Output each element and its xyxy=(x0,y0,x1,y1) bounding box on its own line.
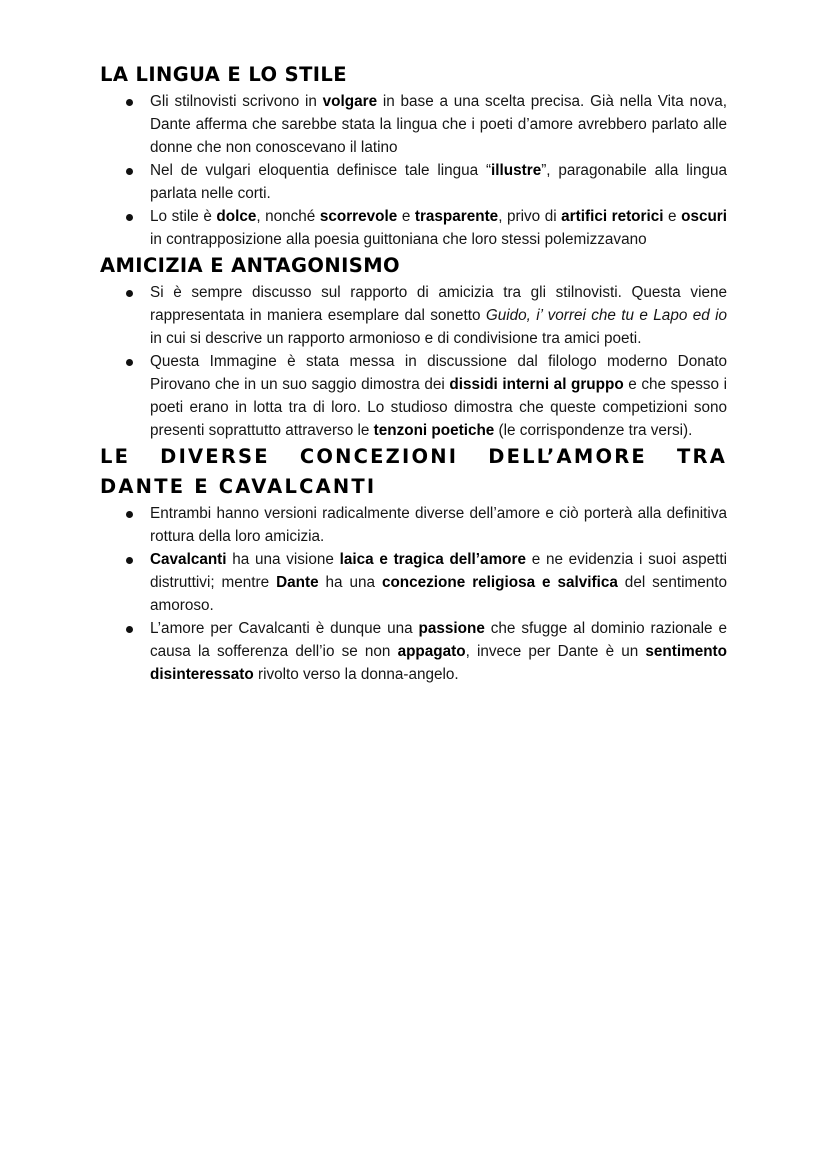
bullet-text xyxy=(150,93,727,156)
bold-text: laica e tragica dell’amore xyxy=(339,551,526,568)
document-page xyxy=(100,60,727,686)
bullet-icon xyxy=(126,626,133,633)
bullet-text xyxy=(150,208,727,248)
bullet-icon xyxy=(126,214,133,221)
bullet-item xyxy=(100,90,727,159)
section-title-concezioni-amore: LE DIVERSE CONCEZIONI DELL’AMORE TRA DANTE E CAVALCANTI xyxy=(100,445,727,498)
bullet-text xyxy=(150,620,727,683)
text-run: e che spesso i poeti erano in lotta tra di loro. Lo studioso dimostra che queste competizioni sono presenti soprattutto attraverso le xyxy=(150,376,728,439)
bullet-icon xyxy=(126,557,133,564)
text-run: Si è sempre discusso sul rapporto di amicizia tra gli stilnovisti. Questa viene rappresentata in maniera esemplare dal sonetto xyxy=(150,284,727,324)
text-run: , privo di xyxy=(498,208,562,225)
bold-text: Cavalcanti xyxy=(150,551,227,568)
text-run: ha una visione xyxy=(226,551,340,568)
bold-text: sentimento disinteressato xyxy=(150,643,727,683)
text-run: , invece per Dante è un xyxy=(465,643,646,660)
section-title-lingua-stile: LA LINGUA E LO STILE xyxy=(100,63,347,86)
bullet-list-lingua-stile xyxy=(100,90,727,251)
section-title-amicizia: AMICIZIA E ANTAGONISMO xyxy=(100,254,400,277)
bullet-list-amicizia xyxy=(100,281,727,442)
text-run: , nonché xyxy=(256,208,320,225)
bullet-text xyxy=(150,505,727,545)
bullet-icon xyxy=(126,99,133,106)
bullet-text xyxy=(150,551,727,614)
bold-text: artifici retorici xyxy=(561,208,664,225)
bullet-item xyxy=(100,502,727,548)
bold-text: illustre xyxy=(491,162,542,179)
bold-text: oscuri xyxy=(681,208,728,225)
text-run: rivolto verso la donna-angelo. xyxy=(253,666,459,683)
bold-text: dissidi interni al gruppo xyxy=(449,376,624,393)
text-run: in contrapposizione alla poesia guittoniana che loro stessi polemizzavano xyxy=(150,231,647,248)
text-run: ”, paragonabile alla lingua parlata nelle corti. xyxy=(150,162,727,202)
bullet-text xyxy=(150,162,727,202)
bold-text: scorrevole xyxy=(319,208,398,225)
text-run: Lo stile è xyxy=(150,208,217,225)
bold-text: volgare xyxy=(322,93,378,110)
bullet-text xyxy=(150,353,727,439)
bullet-icon xyxy=(126,359,133,366)
text-run: e ne evidenzia i suoi aspetti distruttivi; mentre xyxy=(150,551,728,591)
bullet-item xyxy=(100,350,727,442)
text-run: Entrambi hanno versioni radicalmente diverse dell’amore e ciò porterà alla definitiva rottura della loro amicizia. xyxy=(150,505,727,545)
bullet-item xyxy=(100,205,727,251)
bold-text: dolce xyxy=(216,208,257,225)
text-run: Nel de vulgari eloquentia definisce tale lingua “ xyxy=(150,162,492,179)
text-run: che sfugge al dominio razionale e causa la sofferenza dell’io se non xyxy=(150,620,727,660)
text-run: L’amore per Cavalcanti è dunque una xyxy=(150,620,419,637)
bullet-item xyxy=(100,281,727,350)
bullet-list-concezioni-amore xyxy=(100,502,727,686)
text-run: e xyxy=(663,208,682,225)
bullet-item xyxy=(100,548,727,617)
bullet-icon xyxy=(126,290,133,297)
text-run: in cui si descrive un rapporto armonioso e di condivisione tra amici poeti. xyxy=(150,330,642,347)
text-run: Questa Immagine è stata messa in discussione dal filologo moderno Donato Pirovano che in un suo saggio dimostra dei xyxy=(150,353,727,393)
bullet-icon xyxy=(126,511,133,518)
bold-text: Dante xyxy=(276,574,319,591)
bold-text: tenzoni poetiche xyxy=(373,422,495,439)
text-run: in base a una scelta precisa. Già nella Vita nova, Dante afferma che sarebbe stata la lingua che i poeti d’amore avrebbero parlato alle donne che non conoscevano il latino xyxy=(150,93,727,156)
text-run: (le corrispondenze tra versi). xyxy=(494,422,693,439)
bullet-icon xyxy=(126,168,133,175)
bold-text: passione xyxy=(418,620,485,637)
text-run: del sentimento amoroso. xyxy=(150,574,727,614)
bullet-text xyxy=(150,284,727,347)
text-run: ha una xyxy=(318,574,382,591)
bold-text: concezione religiosa e salvifica xyxy=(381,574,618,591)
text-run: e xyxy=(397,208,415,225)
bold-text: appagato xyxy=(397,643,466,660)
bullet-item xyxy=(100,159,727,205)
bold-text: trasparente xyxy=(414,208,499,225)
text-run: Gli stilnovisti scrivono in xyxy=(150,93,323,110)
italic-text: Guido, i’ vorrei che tu e Lapo ed io xyxy=(485,307,728,324)
bullet-item xyxy=(100,617,727,686)
